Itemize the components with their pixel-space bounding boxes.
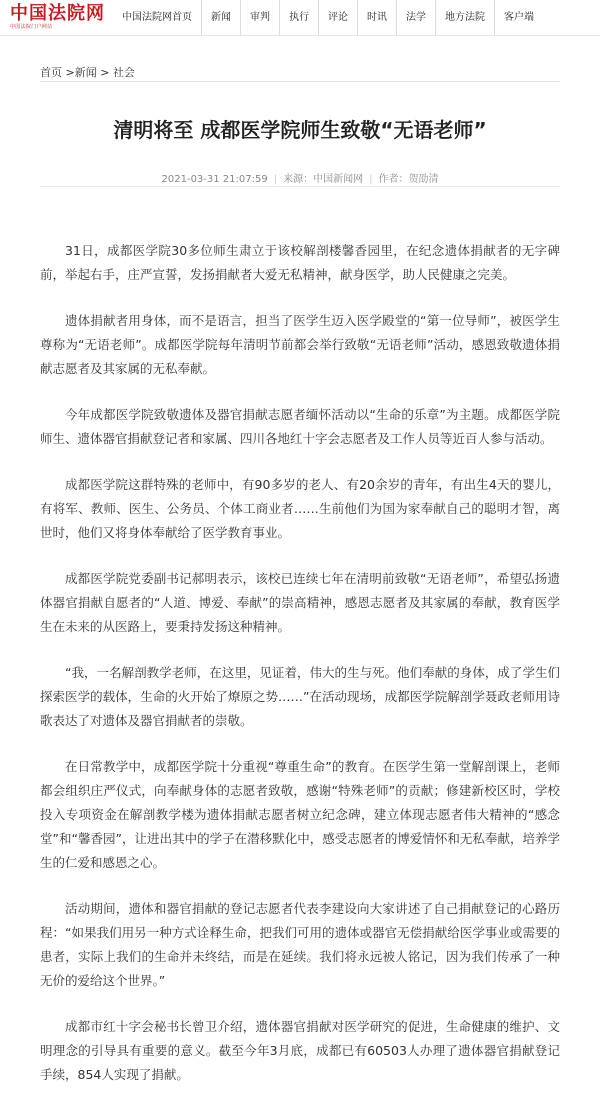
article-paragraph: 遗体捐献者用身体，而不是语言，担当了医学生迈入医学殿堂的“第一位导师”，被医学生尊称为“无语老师”。成都医学院每年清明节前都会举行致敬“无语老师”活动，感恩致敬遗体捐献志愿者及其家属的无私奉献。 (40, 313, 560, 376)
article-paragraph: 成都市红十字会秘书长曾卫介绍，遗体器官捐献对医学研究的促进，生命健康的维护、文明理念的引导具有重要的意义。截至今年3月底，成都已有60503人办理了遗体器官捐献登记手续，854人实现了捐献。 (40, 1019, 560, 1082)
nav-item-current-news[interactable]: 时讯 (357, 0, 396, 36)
article-paragraph: 今年成都医学院致敬遗体及器官捐献志愿者缅怀活动以“生命的乐章”为主题。成都医学院师生、遗体器官捐献登记者和家属、四川各地红十字会志愿者及工作人员等近百人参与活动。 (40, 407, 560, 446)
article-paragraph: 在日常教学中，成都医学院十分重视“尊重生命”的教育。在医学生第一堂解剖课上，老师都会组织庄严仪式，向奉献身体的志愿者致敬，感谢“特殊老师”的贡献；修建新校区时，学校投入专项资金在解剖教学楼为遗体捐献志愿者树立纪念碑，建立体现志愿者伟大精神的“感念堂”和“馨香园”，让进出其中的学子在潜移默化中，感受志愿者的博爱情怀和无私奉献，培养学生的仁爱和感恩之心。 (40, 759, 560, 870)
site-logo[interactable] (10, 4, 110, 32)
breadcrumb-news[interactable]: 新闻 (74, 66, 97, 79)
article-body (40, 239, 560, 1107)
logo-main-text: 中国法院网 (10, 3, 105, 24)
article-paragraph: 成都医学院党委副书记郝明表示，该校已连续七年在清明前致敬“无语老师”，希望弘扬遗体器官捐献自愿者的“人道、博爱、奉献”的崇高精神，感恩志愿者及其家属的奉献，教育医学生在未来的从医路上，要秉持发扬这种精神。 (40, 571, 560, 634)
nav-item-trial[interactable]: 审判 (240, 0, 279, 36)
nav-item-client[interactable]: 客户端 (494, 0, 543, 36)
meta-divider-line (40, 186, 560, 187)
nav-item-news[interactable]: 新闻 (201, 0, 240, 36)
breadcrumb-home[interactable]: 首页 (40, 66, 62, 79)
article-date: 2021-03-31 21:07:59 (161, 174, 268, 185)
nav-item-local-courts[interactable]: 地方法院 (435, 0, 494, 36)
article-paragraph: 成都医学院这群特殊的老师中，有90多岁的老人、有20余岁的青年，有出生4天的婴儿，有将军、教师、医生、公务员、个体工商业者……生前他们为国为家奉献自己的聪明才智，离世时，他们又将身体奉献给了医学教育事业。 (40, 477, 560, 540)
meta-divider: | (273, 174, 278, 185)
article-meta (40, 170, 560, 185)
nav-item-home[interactable]: 中国法院网首页 (122, 12, 192, 23)
breadcrumb (40, 64, 560, 82)
breadcrumb-separator: > (62, 66, 75, 79)
article-paragraph: 活动期间，遗体和器官捐献的登记志愿者代表李建设向大家讲述了自己捐献登记的心路历程：“如果我们用另一种方式诠释生命，把我们可用的遗体或器官无偿捐献给医学事业或需要的患者，实际上我们的生命并未终结，而是在延续。我们将永远被人铭记，因为我们传承了一种无价的爱给这个世界。” (40, 901, 560, 988)
author-label: 作者： (378, 174, 409, 185)
nav-item-comment[interactable]: 评论 (318, 0, 357, 36)
site-header (0, 0, 600, 36)
article-paragraph: 31日，成都医学院30多位师生肃立于该校解剖楼馨香园里，在纪念遗体捐献者的无字碑前，举起右手，庄严宣誓，发扬捐献者大爱无私精神，献身医学，助人民健康之完美。 (40, 243, 560, 282)
breadcrumb-separator: > (96, 66, 113, 79)
article-title: 清明将至 成都医学院师生致敬“无语老师” (113, 118, 487, 142)
article-author: 贺劭清 (408, 174, 439, 185)
meta-divider: | (369, 174, 373, 185)
article-paragraph: “我，一名解剖教学老师，在这里，见证着，伟大的生与死。他们奉献的身体，成了学生们探索医学的载体，生命的火开始了燎原之势……”在活动现场，成都医学院解剖学聂政老师用诗歌表达了对遗体及器官捐献者的崇敬。 (40, 665, 560, 728)
breadcrumb-society[interactable]: 社会 (112, 66, 135, 79)
nav-item-law-study[interactable]: 法学 (396, 0, 435, 36)
source-label: 来源： (283, 174, 314, 185)
article-source: 中国新闻网 (313, 174, 364, 185)
nav-item-execution[interactable]: 执行 (279, 0, 318, 36)
main-nav (118, 0, 543, 36)
logo-sub-text: 中国法院门户网站 (10, 24, 53, 30)
